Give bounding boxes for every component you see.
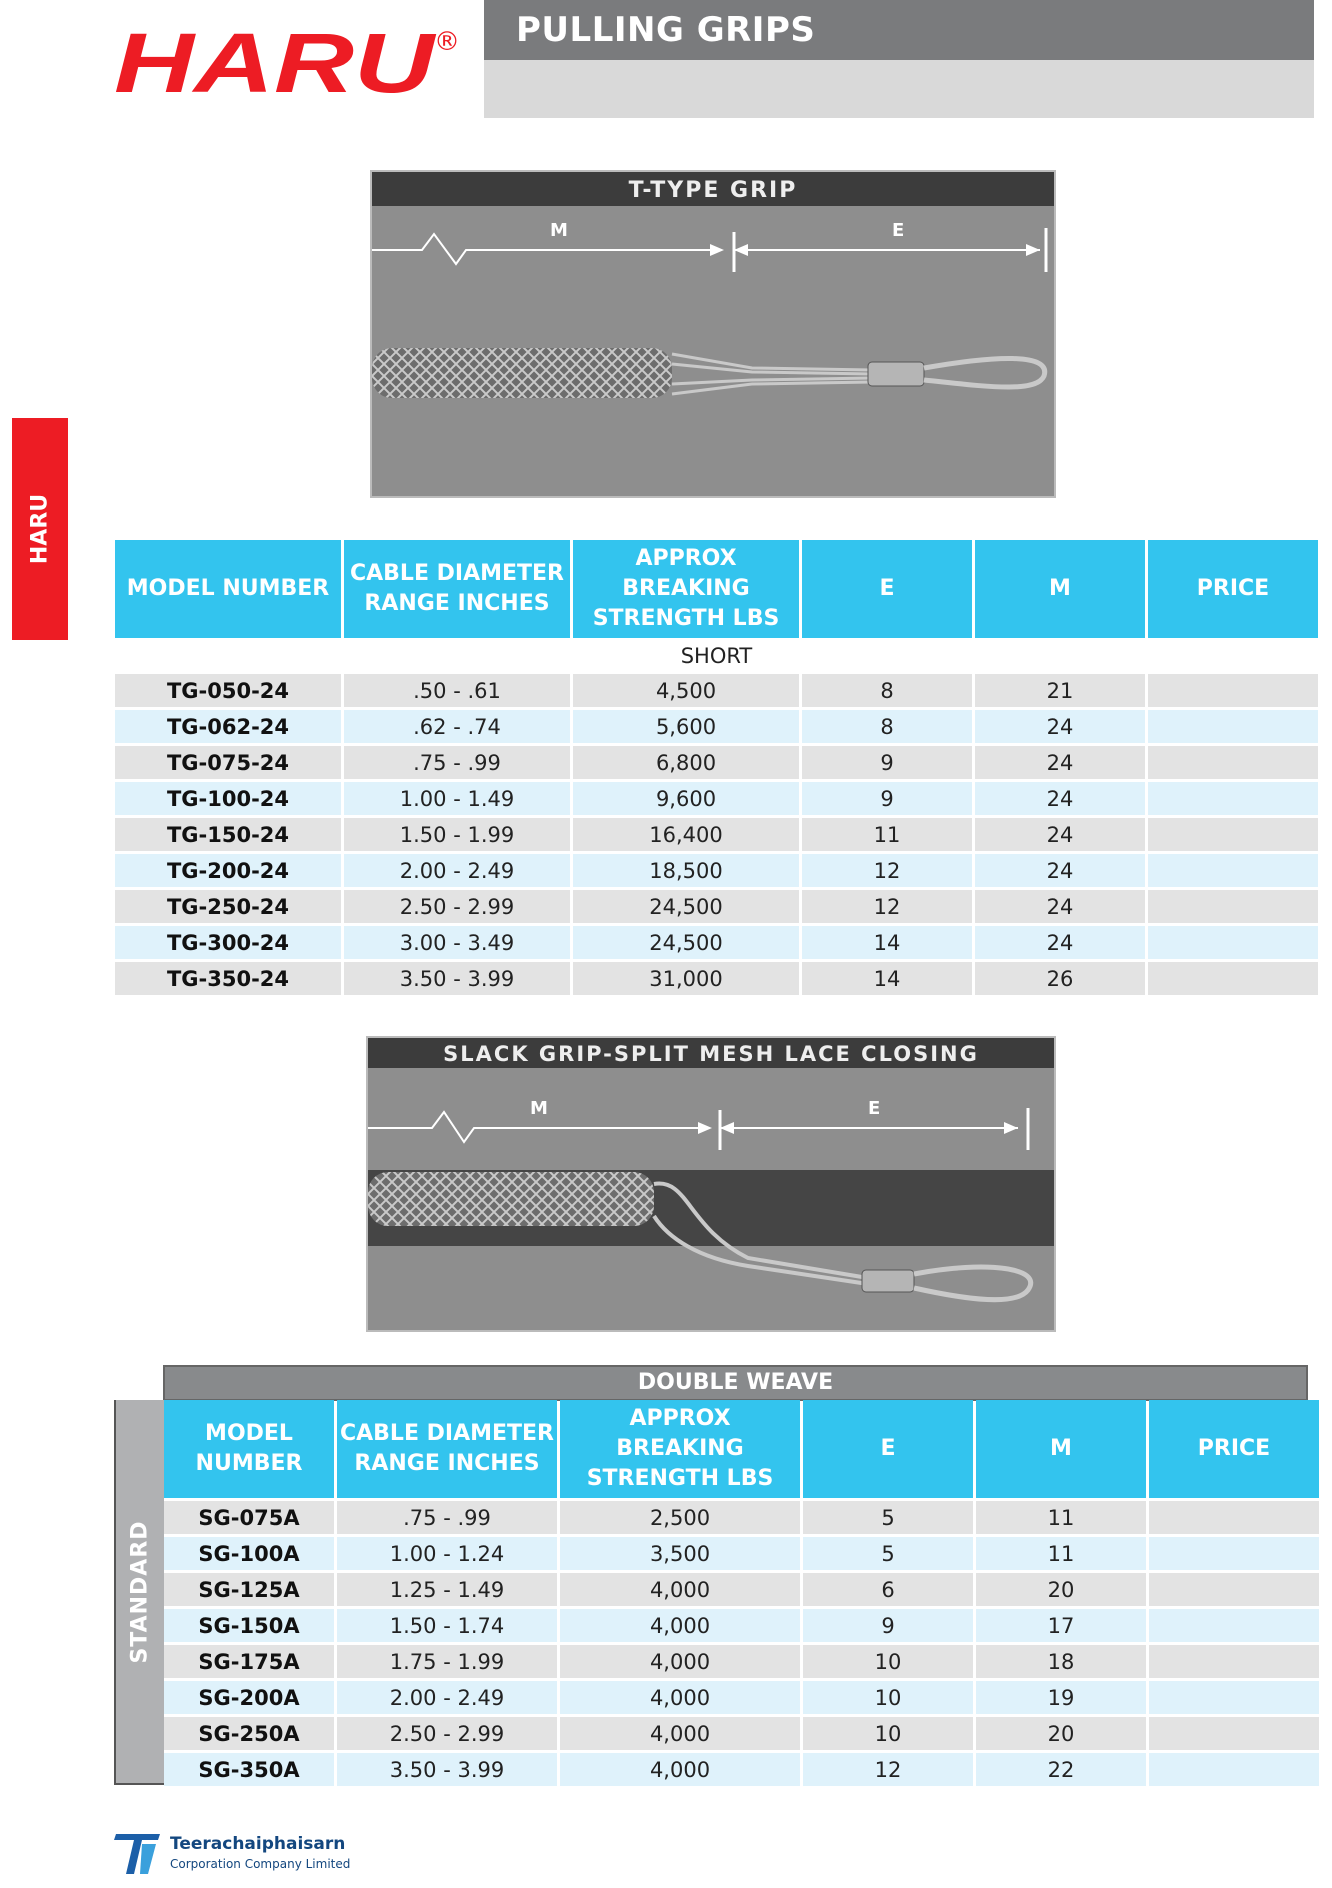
cell-cable-diameter: 1.25 - 1.49 bbox=[337, 1573, 557, 1606]
table-row bbox=[115, 926, 1318, 959]
cell-cable-diameter: .75 - .99 bbox=[337, 1501, 557, 1534]
table-row bbox=[164, 1609, 1319, 1642]
t-type-grip-photo bbox=[370, 170, 1056, 498]
cell-breaking-strength: 9,600 bbox=[573, 782, 799, 815]
cell-model-number: TG-062-24 bbox=[115, 710, 341, 743]
cell-m-value: 26 bbox=[975, 962, 1145, 995]
table-row bbox=[115, 962, 1318, 995]
cell-m-value: 24 bbox=[975, 854, 1145, 887]
cell-breaking-strength: 16,400 bbox=[573, 818, 799, 851]
cell-model-number: TG-350-24 bbox=[115, 962, 341, 995]
header-price: PRICE bbox=[1148, 540, 1318, 638]
header-m: M bbox=[976, 1400, 1146, 1498]
cell-e-value: 8 bbox=[802, 710, 972, 743]
double-weave-header: DOUBLE WEAVE bbox=[163, 1365, 1308, 1401]
cell-cable-diameter: 1.00 - 1.49 bbox=[344, 782, 570, 815]
photo2-e-label: E bbox=[868, 1098, 881, 1119]
cell-price bbox=[1149, 1681, 1319, 1714]
cell-e-value: 12 bbox=[803, 1753, 973, 1786]
logo-wordmark: HARU bbox=[114, 16, 438, 102]
cell-price bbox=[1149, 1753, 1319, 1786]
cell-breaking-strength: 4,000 bbox=[560, 1753, 800, 1786]
table-row bbox=[164, 1753, 1319, 1786]
header-cable-diameter: CABLE DIAMETER RANGE INCHES bbox=[337, 1400, 557, 1498]
cell-cable-diameter: .75 - .99 bbox=[344, 746, 570, 779]
cell-breaking-strength: 4,000 bbox=[560, 1573, 800, 1606]
cell-price bbox=[1149, 1537, 1319, 1570]
cell-cable-diameter: 3.50 - 3.99 bbox=[337, 1753, 557, 1786]
cell-cable-diameter: 2.50 - 2.99 bbox=[344, 890, 570, 923]
cell-model-number: SG-350A bbox=[164, 1753, 334, 1786]
cell-price bbox=[1149, 1501, 1319, 1534]
cell-breaking-strength: 31,000 bbox=[573, 962, 799, 995]
cell-breaking-strength: 4,000 bbox=[560, 1645, 800, 1678]
cell-cable-diameter: .62 - .74 bbox=[344, 710, 570, 743]
haru-logo bbox=[112, 12, 472, 102]
table-row bbox=[164, 1501, 1319, 1534]
header-breaking-strength: APPROX BREAKING STRENGTH LBS bbox=[560, 1400, 800, 1498]
photo1-m-label: M bbox=[550, 220, 568, 241]
company-name: Teerachaiphaisarn bbox=[170, 1834, 346, 1854]
cell-price bbox=[1148, 746, 1318, 779]
cell-price bbox=[1148, 782, 1318, 815]
cell-breaking-strength: 3,500 bbox=[560, 1537, 800, 1570]
cell-e-value: 5 bbox=[803, 1537, 973, 1570]
table-row bbox=[115, 818, 1318, 851]
cell-model-number: SG-200A bbox=[164, 1681, 334, 1714]
cell-cable-diameter: .50 - .61 bbox=[344, 674, 570, 707]
cell-e-value: 10 bbox=[803, 1645, 973, 1678]
side-tab-label: HARU bbox=[27, 493, 53, 565]
slack-grip-table bbox=[161, 1397, 1322, 1789]
cell-breaking-strength: 24,500 bbox=[573, 890, 799, 923]
cell-model-number: SG-100A bbox=[164, 1537, 334, 1570]
cell-m-value: 11 bbox=[976, 1537, 1146, 1570]
footer-company-logo bbox=[112, 1828, 372, 1878]
cell-m-value: 22 bbox=[976, 1753, 1146, 1786]
cell-model-number: TG-250-24 bbox=[115, 890, 341, 923]
t-type-grip-table bbox=[112, 537, 1321, 998]
photo1-e-label: E bbox=[892, 220, 905, 241]
cell-m-value: 24 bbox=[975, 890, 1145, 923]
photo2-m-label: M bbox=[530, 1098, 548, 1119]
cell-e-value: 10 bbox=[803, 1681, 973, 1714]
cell-m-value: 20 bbox=[976, 1573, 1146, 1606]
cell-m-value: 11 bbox=[976, 1501, 1146, 1534]
cell-m-value: 24 bbox=[975, 782, 1145, 815]
cell-m-value: 17 bbox=[976, 1609, 1146, 1642]
standard-side-tab bbox=[114, 1400, 164, 1785]
header-e: E bbox=[803, 1400, 973, 1498]
table-row bbox=[115, 854, 1318, 887]
header-m: M bbox=[975, 540, 1145, 638]
side-tab-haru bbox=[12, 418, 68, 640]
cell-m-value: 24 bbox=[975, 746, 1145, 779]
cell-model-number: TG-300-24 bbox=[115, 926, 341, 959]
registered-mark: ® bbox=[434, 27, 460, 57]
cell-model-number: SG-150A bbox=[164, 1609, 334, 1642]
cell-price bbox=[1148, 710, 1318, 743]
cell-breaking-strength: 5,600 bbox=[573, 710, 799, 743]
cell-e-value: 11 bbox=[802, 818, 972, 851]
cell-e-value: 9 bbox=[802, 746, 972, 779]
cell-price bbox=[1148, 818, 1318, 851]
cell-cable-diameter: 1.75 - 1.99 bbox=[337, 1645, 557, 1678]
cell-breaking-strength: 4,000 bbox=[560, 1609, 800, 1642]
cell-model-number: SG-175A bbox=[164, 1645, 334, 1678]
cell-breaking-strength: 6,800 bbox=[573, 746, 799, 779]
table-row bbox=[164, 1645, 1319, 1678]
cell-e-value: 9 bbox=[802, 782, 972, 815]
header-breaking-strength: APPROX BREAKING STRENGTH LBS bbox=[573, 540, 799, 638]
title-bar bbox=[484, 0, 1314, 118]
cell-cable-diameter: 2.00 - 2.49 bbox=[344, 854, 570, 887]
table-row bbox=[115, 674, 1318, 707]
cell-model-number: SG-075A bbox=[164, 1501, 334, 1534]
cell-cable-diameter: 1.00 - 1.24 bbox=[337, 1537, 557, 1570]
photo2-caption: SLACK GRIP-SPLIT MESH LACE CLOSING bbox=[443, 1042, 979, 1066]
table-row bbox=[164, 1537, 1319, 1570]
table-row bbox=[115, 782, 1318, 815]
cell-model-number: TG-050-24 bbox=[115, 674, 341, 707]
table-row bbox=[164, 1573, 1319, 1606]
table-row bbox=[115, 890, 1318, 923]
cell-cable-diameter: 3.50 - 3.99 bbox=[344, 962, 570, 995]
cell-e-value: 12 bbox=[802, 854, 972, 887]
cell-price bbox=[1148, 890, 1318, 923]
cell-price bbox=[1148, 674, 1318, 707]
page-title: PULLING GRIPS bbox=[516, 10, 816, 50]
cell-e-value: 5 bbox=[803, 1501, 973, 1534]
cell-m-value: 24 bbox=[975, 926, 1145, 959]
cell-price bbox=[1148, 926, 1318, 959]
cell-model-number: TG-200-24 bbox=[115, 854, 341, 887]
cell-price bbox=[1149, 1717, 1319, 1750]
photo1-caption: T-TYPE GRIP bbox=[628, 178, 798, 203]
cell-m-value: 24 bbox=[975, 818, 1145, 851]
cell-price bbox=[1148, 854, 1318, 887]
header-model-number: MODEL NUMBER bbox=[115, 540, 341, 638]
slack-grip-photo bbox=[366, 1036, 1056, 1332]
cell-model-number: TG-150-24 bbox=[115, 818, 341, 851]
cell-e-value: 14 bbox=[802, 926, 972, 959]
table-row bbox=[164, 1681, 1319, 1714]
cell-e-value: 8 bbox=[802, 674, 972, 707]
cell-breaking-strength: 4,000 bbox=[560, 1681, 800, 1714]
cell-model-number: SG-125A bbox=[164, 1573, 334, 1606]
cell-model-number: TG-100-24 bbox=[115, 782, 341, 815]
section-label-short: SHORT bbox=[115, 641, 1318, 671]
header-model-number: MODEL NUMBER bbox=[164, 1400, 334, 1498]
cell-e-value: 10 bbox=[803, 1717, 973, 1750]
cell-price bbox=[1149, 1609, 1319, 1642]
cell-cable-diameter: 2.00 - 2.49 bbox=[337, 1681, 557, 1714]
company-logo-icon bbox=[112, 1828, 164, 1878]
standard-label: STANDARD bbox=[127, 1519, 153, 1664]
cell-price bbox=[1149, 1645, 1319, 1678]
cell-e-value: 14 bbox=[802, 962, 972, 995]
cell-breaking-strength: 4,000 bbox=[560, 1717, 800, 1750]
cell-cable-diameter: 1.50 - 1.74 bbox=[337, 1609, 557, 1642]
cell-m-value: 18 bbox=[976, 1645, 1146, 1678]
cell-breaking-strength: 18,500 bbox=[573, 854, 799, 887]
header-e: E bbox=[802, 540, 972, 638]
cell-model-number: SG-250A bbox=[164, 1717, 334, 1750]
section-row bbox=[115, 641, 1318, 671]
table-row bbox=[115, 710, 1318, 743]
cell-cable-diameter: 1.50 - 1.99 bbox=[344, 818, 570, 851]
cell-cable-diameter: 2.50 - 2.99 bbox=[337, 1717, 557, 1750]
table1-header-row bbox=[115, 540, 1318, 638]
cell-e-value: 6 bbox=[803, 1573, 973, 1606]
header-cable-diameter: CABLE DIAMETER RANGE INCHES bbox=[344, 540, 570, 638]
cell-e-value: 12 bbox=[802, 890, 972, 923]
table-row bbox=[164, 1717, 1319, 1750]
cell-breaking-strength: 2,500 bbox=[560, 1501, 800, 1534]
table-row bbox=[115, 746, 1318, 779]
cell-model-number: TG-075-24 bbox=[115, 746, 341, 779]
cell-price bbox=[1148, 962, 1318, 995]
cell-breaking-strength: 4,500 bbox=[573, 674, 799, 707]
cell-price bbox=[1149, 1573, 1319, 1606]
table2-header-row bbox=[164, 1400, 1319, 1498]
header-price: PRICE bbox=[1149, 1400, 1319, 1498]
cell-m-value: 21 bbox=[975, 674, 1145, 707]
cell-m-value: 24 bbox=[975, 710, 1145, 743]
company-subtitle: Corporation Company Limited bbox=[170, 1857, 351, 1871]
cell-breaking-strength: 24,500 bbox=[573, 926, 799, 959]
cell-m-value: 20 bbox=[976, 1717, 1146, 1750]
cell-e-value: 9 bbox=[803, 1609, 973, 1642]
cell-m-value: 19 bbox=[976, 1681, 1146, 1714]
cell-cable-diameter: 3.00 - 3.49 bbox=[344, 926, 570, 959]
